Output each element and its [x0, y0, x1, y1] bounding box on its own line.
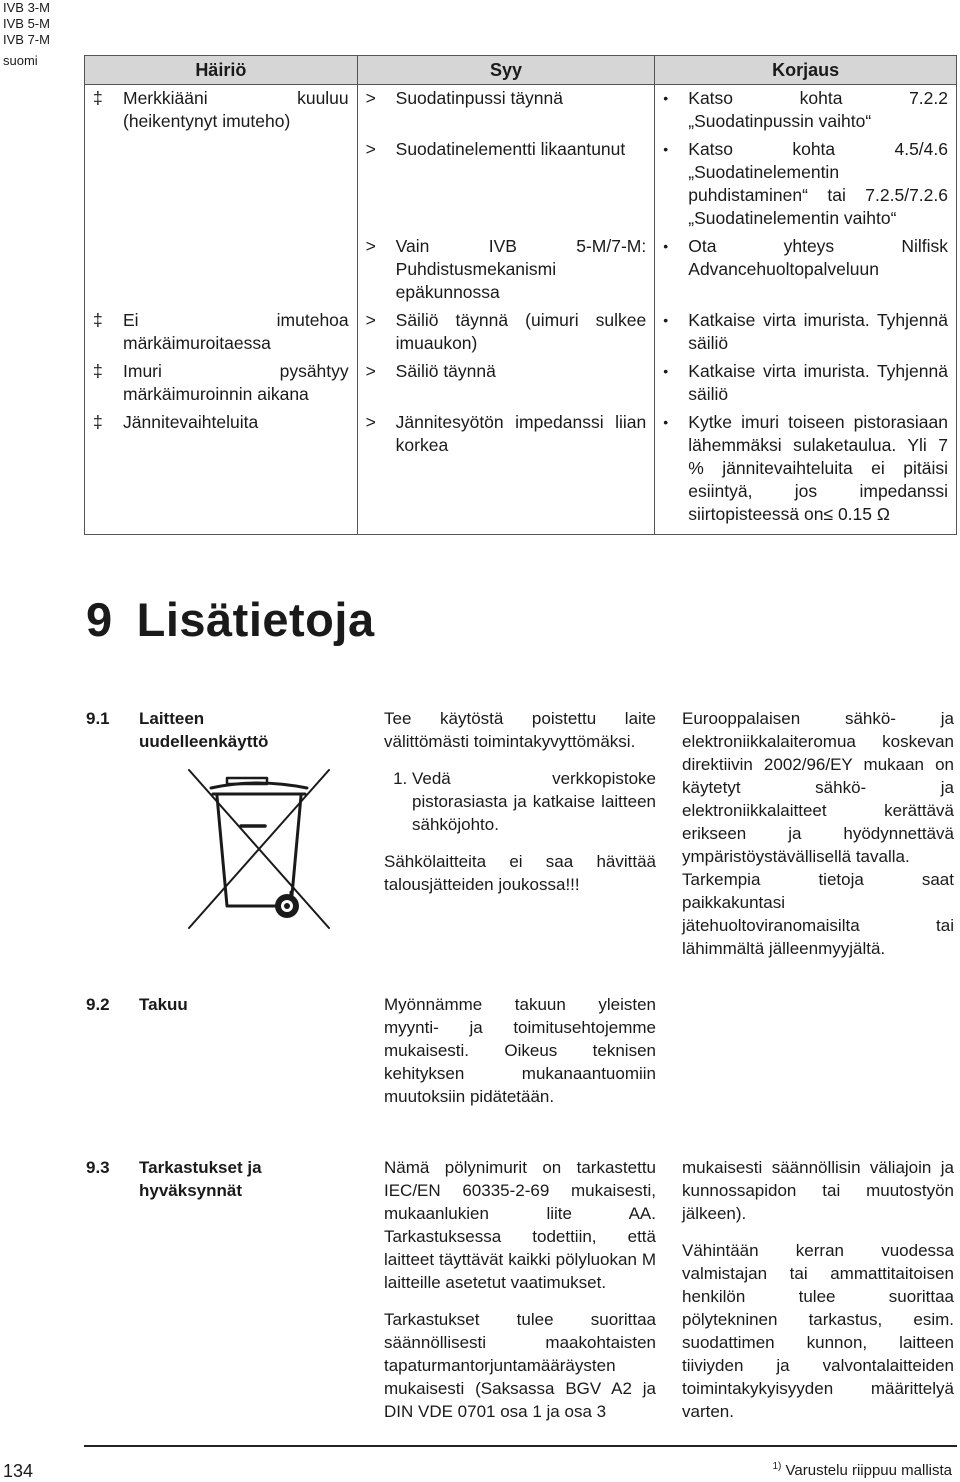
model-name: IVB 3-M	[3, 0, 50, 15]
cause-marker: >	[365, 310, 376, 330]
s91-intro: Tee käytöstä poistettu laite välittömästi toimintakyvyttömäksi.	[384, 709, 656, 751]
table-row	[85, 136, 957, 233]
section-title	[86, 592, 375, 647]
subsection-number: 9.2	[86, 995, 110, 1014]
fix-text: Kytke imuri toiseen pistorasiaan lähemmäksi sulaketaulua. Yli 7 % jännitevaihteluita ei pitäisi esiintyä, jos impedanssi siirtopisteessä on≤ 0.15 Ω	[688, 412, 948, 524]
fault-cell	[85, 358, 358, 409]
footnote-mark: 1)	[772, 1461, 782, 1472]
crossed-out-bin-icon	[183, 764, 335, 934]
table-row	[85, 409, 957, 535]
fault-cell	[85, 136, 358, 233]
cause-marker: >	[365, 88, 376, 108]
bullet-icon: •	[663, 312, 669, 328]
model-list	[3, 0, 50, 48]
footnote	[772, 1461, 952, 1479]
subsection-title-line: Laitteen	[139, 709, 205, 728]
fault-cell	[85, 233, 358, 307]
subsection-number: 9.3	[86, 1158, 110, 1177]
fix-text: Katso kohta 7.2.2 „Suodatinpussin vaihto“	[688, 88, 948, 131]
cause-text: Säiliö täynnä (uimuri sulkee imuaukon)	[395, 310, 647, 353]
bullet-icon: •	[663, 363, 669, 379]
subsection-title-line: hyväksynnät	[139, 1181, 242, 1200]
fault-text: Ei imutehoa märkäimuroitaessa	[123, 310, 349, 353]
s91-right-column	[682, 707, 954, 960]
fault-text: Jännitevaihteluita	[123, 412, 259, 432]
subsection-title-line: uudelleenkäyttö	[139, 732, 269, 751]
s91-right-p1: Eurooppalaisen sähkö- ja elektroniikkalaiteromua koskevan direktiivin 2002/96/EY mukaan on käytetyt sähkö- ja elektroniikkalaitteet kerättävä erikseen ja hyödynnettävä ympäristöystävällisellä tavalla.	[682, 709, 954, 866]
column-header-cause: Syy	[357, 56, 655, 85]
model-name: IVB 7-M	[3, 32, 50, 47]
s93-mid-p2: Tarkastukset tulee suorittaa säännöllisesti maakohtaisten tapaturmantorjuntamääräysten mukaisesti (Saksassa BGV A2 ja DIN VDE 0701 osa 1 ja osa 3	[384, 1310, 656, 1421]
s91-right-p2: Tarkempia tietoja saat paikkakuntasi jätehuoltoviranomaisilta tai lähimmältä jälleenmyyjältä.	[682, 870, 954, 958]
s93-middle-column	[384, 1156, 656, 1423]
subsection-title-line: Tarkastukset ja	[139, 1158, 262, 1177]
fault-cell	[85, 85, 358, 137]
fault-cell	[85, 409, 358, 535]
s93-right-p1: mukaisesti säännöllisin väliajoin ja kunnossapidon tai muutostyön jälkeen).	[682, 1158, 954, 1223]
table-row	[85, 358, 957, 409]
fault-marker: ‡	[93, 361, 103, 381]
cause-cell	[357, 136, 655, 233]
fault-text: Imuri pysähtyy märkäimuroinnin aikana	[123, 361, 349, 404]
column-header-fix: Korjaus	[655, 56, 957, 85]
cause-cell	[357, 85, 655, 137]
s93-right-column	[682, 1156, 954, 1423]
fault-marker: ‡	[93, 310, 103, 330]
cause-marker: >	[365, 236, 376, 256]
cause-text: Suodatinpussi täynnä	[395, 88, 563, 108]
fix-cell	[655, 358, 957, 409]
fix-cell	[655, 85, 957, 137]
fix-text: Katkaise virta imurista. Tyhjennä säiliö	[688, 361, 948, 404]
cause-cell	[357, 409, 655, 535]
s91-step-1: 1. Vedä verkkopistoke pistorasiasta ja katkaise laitteen sähköjohto.	[412, 767, 656, 836]
fix-text: Katso kohta 4.5/4.6 „Suodatinelementin puhdistaminen“ tai 7.2.5/7.2.6 „Suodatinelementin vaihto“	[688, 139, 948, 228]
fix-cell	[655, 136, 957, 233]
cause-text: Suodatinelementti likaantunut	[395, 139, 626, 159]
section-number: 9	[86, 593, 113, 646]
fault-cell	[85, 307, 358, 358]
s92-text: Myönnämme takuun yleisten myynti- ja toimitusehtojemme mukaisesti. Oikeus teknisen kehityksen mukanaantuomiin muutoksiin pidätetään.	[384, 995, 656, 1106]
subsection-title: Takuu	[139, 995, 188, 1014]
cause-marker: >	[365, 361, 376, 381]
cause-text: Vain IVB 5-M/7-M: Puhdistusmekanismi epäkunnossa	[395, 236, 647, 302]
s93-right-p2: Vähintään kerran vuodessa valmistajan tai ammattitaitoisen henkilön tulee suorittaa pölytekninen tarkastus, esim. suodattimen kunnon, laitteen tiiviyden ja valvontalaitteiden toimintakykyisyyden määrittelyä varten.	[682, 1241, 954, 1421]
footer-divider	[84, 1445, 957, 1447]
cause-cell	[357, 307, 655, 358]
s91-warning: Sähkölaitteita ei saa hävittää talousjätteiden joukossa!!!	[384, 852, 656, 894]
troubleshooting-table	[84, 55, 957, 535]
fault-text: Merkkiääni kuuluu (heikentynyt imuteho)	[123, 88, 349, 131]
fix-text: Ota yhteys Nilfisk Advancehuoltopalveluun	[688, 236, 948, 279]
s92-text-column	[384, 993, 656, 1108]
model-name: IVB 5-M	[3, 16, 50, 31]
cause-cell	[357, 358, 655, 409]
s93-mid-p1: Nämä pölynimurit on tarkastettu IEC/EN 60335-2-69 mukaisesti, mukaanlukien liite AA. Tarkastuksessa todettiin, että laitteet täyttävät kaikki pölyluokan M laitteille asetetut vaatimukset.	[384, 1158, 656, 1292]
bullet-icon: •	[663, 90, 669, 106]
bullet-icon: •	[663, 141, 669, 157]
cause-marker: >	[365, 412, 376, 432]
subsection-title	[139, 1156, 262, 1202]
bullet-icon: •	[663, 238, 669, 254]
language-label: suomi	[3, 53, 38, 68]
s91-middle-column	[384, 707, 656, 896]
table-row	[85, 85, 957, 137]
cause-marker: >	[365, 139, 376, 159]
fix-cell	[655, 307, 957, 358]
column-header-fault: Häiriö	[85, 56, 358, 85]
bullet-icon: •	[663, 414, 669, 430]
fix-cell	[655, 233, 957, 307]
table-header-row	[85, 56, 957, 85]
subsection-title	[139, 707, 268, 753]
fault-marker: ‡	[93, 412, 103, 432]
cause-text: Jännitesyötön impedanssi liian korkea	[395, 412, 647, 455]
fault-marker: ‡	[93, 88, 103, 108]
page-number: 134	[3, 1461, 34, 1481]
fix-text: Katkaise virta imurista. Tyhjennä säiliö	[688, 310, 948, 353]
subsection-number: 9.1	[86, 709, 110, 728]
cause-text: Säiliö täynnä	[395, 361, 496, 381]
table-row	[85, 233, 957, 307]
cause-cell	[357, 233, 655, 307]
footnote-text: Varustelu riippuu mallista	[785, 1462, 952, 1479]
fix-cell	[655, 409, 957, 535]
table-row	[85, 307, 957, 358]
section-heading: Lisätietoja	[136, 593, 375, 646]
